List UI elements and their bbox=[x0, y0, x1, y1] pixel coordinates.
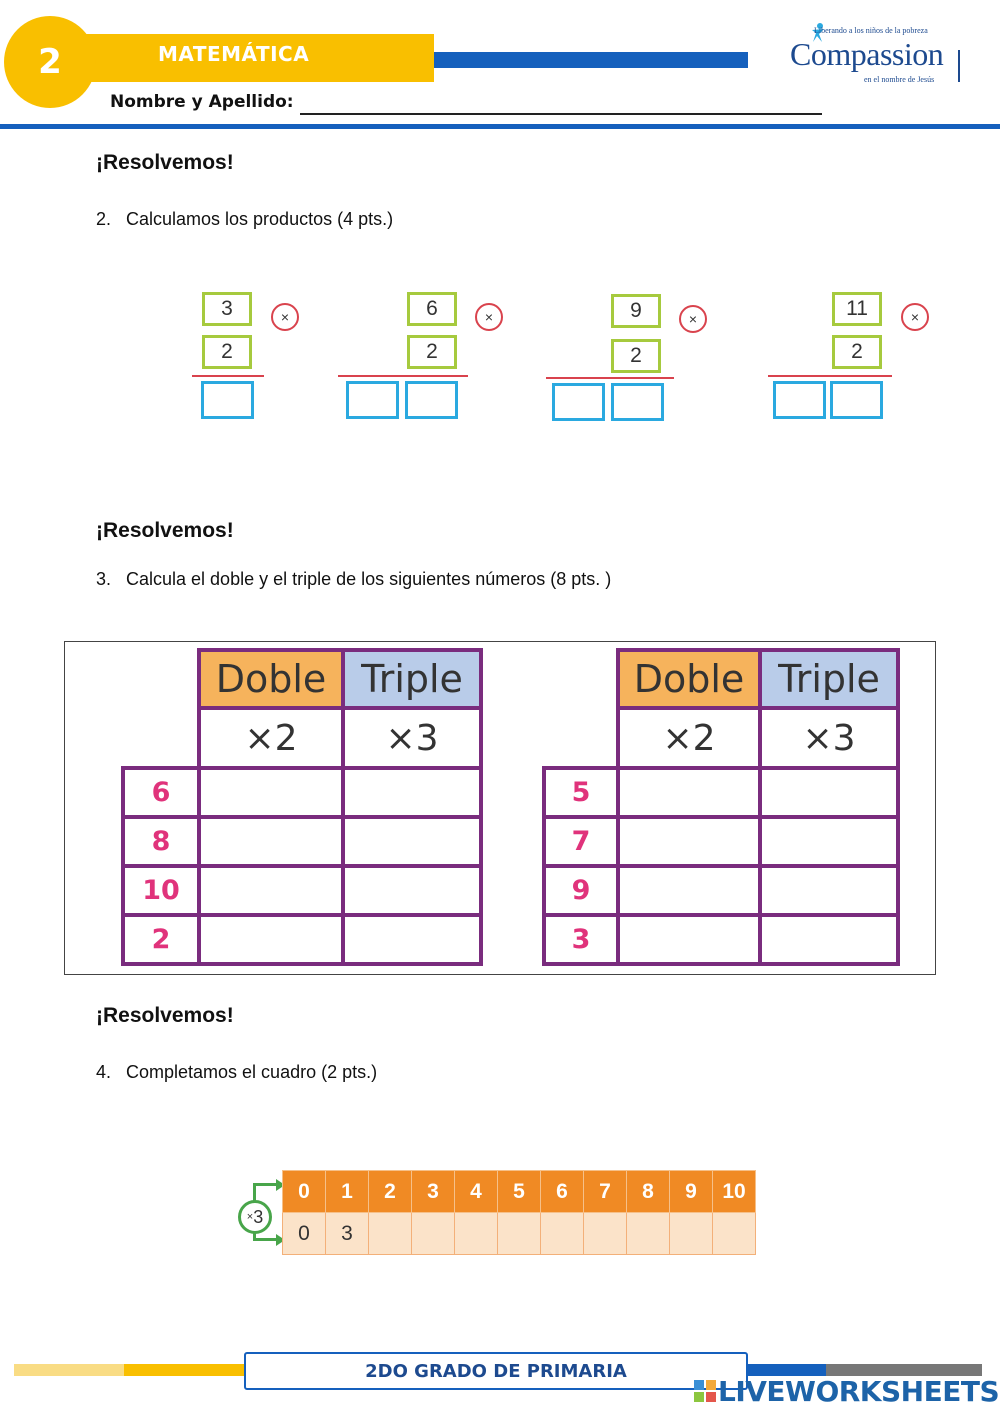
answer-cell-doble[interactable] bbox=[199, 768, 343, 817]
answer-cell[interactable] bbox=[498, 1213, 541, 1255]
liveworksheets-icon bbox=[694, 1380, 716, 1402]
header-cell: 9 bbox=[670, 1171, 713, 1213]
factor-box: 6 bbox=[407, 292, 457, 326]
answer-cell[interactable] bbox=[627, 1213, 670, 1255]
multiplier-label: 3 bbox=[253, 1206, 264, 1227]
answer-cell-doble[interactable] bbox=[618, 866, 760, 915]
result-line bbox=[768, 375, 892, 377]
answer-box-tens[interactable] bbox=[346, 381, 399, 419]
header-rule bbox=[0, 124, 1000, 129]
answer-cell-triple[interactable] bbox=[343, 817, 481, 866]
answer-box-units[interactable] bbox=[405, 381, 458, 419]
answer-box-units[interactable] bbox=[830, 381, 883, 419]
answer-cell-doble[interactable] bbox=[199, 817, 343, 866]
doble-triple-frame bbox=[64, 641, 936, 975]
answer-cell-triple[interactable] bbox=[760, 817, 898, 866]
factor-box: 2 bbox=[832, 335, 882, 369]
multiplier-badge bbox=[238, 1200, 272, 1234]
multiplication-problem bbox=[544, 294, 724, 429]
header-cell: 2 bbox=[369, 1171, 412, 1213]
question-text: Calcula el doble y el triple de los siguientes números (8 pts. ) bbox=[126, 569, 612, 589]
operator-x3: ×3 bbox=[343, 708, 481, 768]
row-number: 5 bbox=[544, 768, 618, 817]
header-cell: 6 bbox=[541, 1171, 584, 1213]
answer-cell-triple[interactable] bbox=[760, 768, 898, 817]
value-cell: 0 bbox=[283, 1213, 326, 1255]
multiplication-problem bbox=[190, 292, 310, 427]
section-title: ¡Resolvemos! bbox=[96, 519, 234, 542]
logo-divider bbox=[958, 50, 960, 82]
footer-stripe bbox=[124, 1364, 248, 1376]
answer-cell[interactable] bbox=[713, 1213, 756, 1255]
question-text: Completamos el cuadro (2 pts.) bbox=[126, 1062, 378, 1082]
answer-cell-doble[interactable] bbox=[199, 915, 343, 964]
question-3 bbox=[96, 569, 611, 590]
multiplication-problem bbox=[338, 292, 518, 427]
section-title: ¡Resolvemos! bbox=[96, 151, 234, 174]
section-title: ¡Resolvemos! bbox=[96, 1004, 234, 1027]
row-number: 7 bbox=[544, 817, 618, 866]
compassion-logo bbox=[784, 20, 974, 90]
answer-cell-triple[interactable] bbox=[343, 866, 481, 915]
header-cell: 5 bbox=[498, 1171, 541, 1213]
header-doble: Doble bbox=[199, 650, 343, 708]
answer-box-units[interactable] bbox=[611, 383, 664, 421]
header-triple: Triple bbox=[343, 650, 481, 708]
answer-cell[interactable] bbox=[584, 1213, 627, 1255]
question-number: 3. bbox=[96, 569, 112, 589]
blue-band bbox=[434, 52, 748, 68]
header-cell: 4 bbox=[455, 1171, 498, 1213]
times-icon: × bbox=[901, 303, 929, 331]
operator-x2: ×2 bbox=[618, 708, 760, 768]
header-cell: 7 bbox=[584, 1171, 627, 1213]
doble-triple-table bbox=[121, 648, 483, 966]
times-icon: × bbox=[271, 303, 299, 331]
value-cell: 3 bbox=[326, 1213, 369, 1255]
doble-triple-table bbox=[542, 648, 900, 966]
operator-x3: ×3 bbox=[760, 708, 898, 768]
header-cell: 8 bbox=[627, 1171, 670, 1213]
row-number: 6 bbox=[123, 768, 199, 817]
factor-box: 2 bbox=[407, 335, 457, 369]
factor-box: 2 bbox=[202, 335, 252, 369]
header-doble: Doble bbox=[618, 650, 760, 708]
logo-tagline: Liberando a los niños de la pobreza bbox=[814, 26, 928, 35]
answer-cell[interactable] bbox=[455, 1213, 498, 1255]
factor-box: 9 bbox=[611, 294, 661, 328]
operator-x2: ×2 bbox=[199, 708, 343, 768]
liveworksheets-logo bbox=[694, 1374, 999, 1408]
answer-box-tens[interactable] bbox=[552, 383, 605, 421]
answer-cell-triple[interactable] bbox=[760, 866, 898, 915]
answer-cell[interactable] bbox=[541, 1213, 584, 1255]
answer-box-tens[interactable] bbox=[773, 381, 826, 419]
name-label: Nombre y Apellido: bbox=[110, 92, 294, 112]
liveworksheets-brand: LIVEWORKSHEETS bbox=[718, 1374, 1000, 1408]
answer-cell-doble[interactable] bbox=[199, 866, 343, 915]
header-cell: 0 bbox=[283, 1171, 326, 1213]
answer-cell-doble[interactable] bbox=[618, 768, 760, 817]
result-line bbox=[338, 375, 468, 377]
question-4 bbox=[96, 1062, 377, 1083]
header-cell: 1 bbox=[326, 1171, 369, 1213]
x3-grid bbox=[282, 1170, 756, 1255]
question-number: 4. bbox=[96, 1062, 112, 1082]
grade-badge: 2 bbox=[4, 16, 96, 108]
answer-cell-triple[interactable] bbox=[343, 768, 481, 817]
row-number: 8 bbox=[123, 817, 199, 866]
logo-subtitle: en el nombre de Jesús bbox=[864, 75, 935, 84]
answer-cell-doble[interactable] bbox=[618, 817, 760, 866]
answer-cell-doble[interactable] bbox=[618, 915, 760, 964]
row-number: 10 bbox=[123, 866, 199, 915]
question-2 bbox=[96, 209, 393, 230]
times-icon: × bbox=[679, 305, 707, 333]
result-line bbox=[192, 375, 264, 377]
answer-cell[interactable] bbox=[412, 1213, 455, 1255]
header-cell: 3 bbox=[412, 1171, 455, 1213]
logo-name: Compassion bbox=[790, 36, 944, 72]
answer-cell[interactable] bbox=[670, 1213, 713, 1255]
value-row bbox=[283, 1213, 756, 1255]
factor-box: 2 bbox=[611, 339, 661, 373]
answer-cell-triple[interactable] bbox=[343, 915, 481, 964]
times-icon: × bbox=[475, 303, 503, 331]
header-row bbox=[283, 1171, 756, 1213]
question-text: Calculamos los productos (4 pts.) bbox=[126, 209, 394, 229]
name-field[interactable] bbox=[300, 113, 822, 115]
result-line bbox=[546, 377, 674, 379]
header-cell: 10 bbox=[713, 1171, 756, 1213]
question-number: 2. bbox=[96, 209, 112, 229]
multiplier-symbol: × bbox=[246, 1211, 254, 1223]
footer-stripe bbox=[14, 1364, 124, 1376]
header-triple: Triple bbox=[760, 650, 898, 708]
grade-footer-label: 2DO GRADO DE PRIMARIA bbox=[244, 1352, 748, 1390]
subject-title: MATEMÁTICA bbox=[158, 42, 310, 66]
row-number: 3 bbox=[544, 915, 618, 964]
factor-box: 11 bbox=[832, 292, 882, 326]
multiplication-problem bbox=[766, 292, 946, 427]
factor-box: 3 bbox=[202, 292, 252, 326]
row-number: 9 bbox=[544, 866, 618, 915]
multiply-by-three-table bbox=[232, 1168, 762, 1258]
answer-cell-triple[interactable] bbox=[760, 915, 898, 964]
answer-cell[interactable] bbox=[369, 1213, 412, 1255]
row-number: 2 bbox=[123, 915, 199, 964]
answer-box[interactable] bbox=[201, 381, 254, 419]
